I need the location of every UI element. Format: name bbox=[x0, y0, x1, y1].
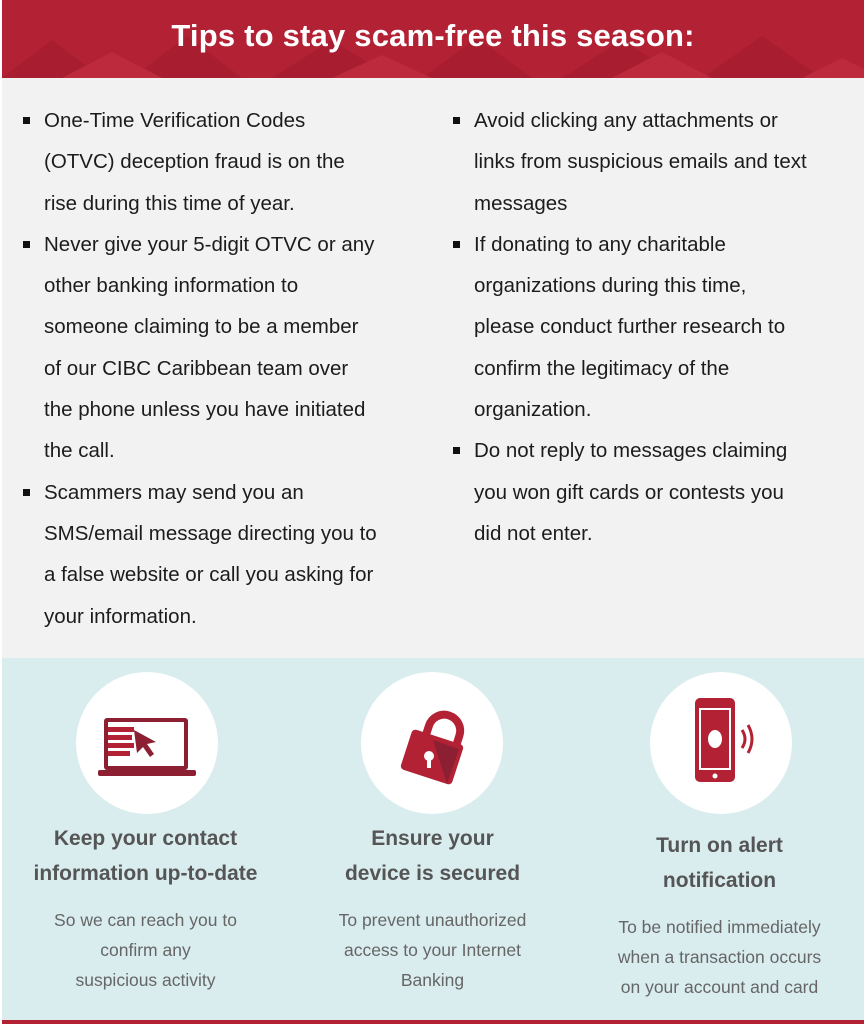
tip-line: Do not reply to messages claiming bbox=[474, 439, 788, 463]
tip-item bbox=[20, 224, 430, 472]
bullet-icon bbox=[453, 117, 460, 124]
tip-line: someone claiming to be a member bbox=[44, 315, 359, 339]
tip-line: (OTVC) deception fraud is on the bbox=[44, 150, 345, 174]
tip-item bbox=[450, 100, 864, 224]
feature-title-line: device is secured bbox=[344, 861, 521, 885]
feature-desc-line: suspicious activity bbox=[75, 970, 216, 990]
phone-alert-icon bbox=[650, 672, 792, 814]
tip-item bbox=[20, 472, 430, 637]
tip-line: the phone unless you have initiated bbox=[44, 398, 366, 422]
feature-desc-line: access to your Internet bbox=[343, 940, 522, 960]
tip-line: organizations during this time, bbox=[474, 274, 747, 298]
feature-description bbox=[2, 905, 289, 995]
feature-title-line: notification bbox=[662, 868, 777, 892]
tip-line: confirm the legitimacy of the bbox=[474, 356, 730, 380]
tip-line: please conduct further research to bbox=[474, 315, 786, 339]
tip-line: did not enter. bbox=[474, 521, 593, 545]
feature-desc-line: when a transaction occurs bbox=[617, 947, 822, 967]
tip-line: you won gift cards or contests you bbox=[474, 480, 784, 504]
feature-desc-line: Banking bbox=[400, 970, 465, 990]
bullet-icon bbox=[23, 489, 30, 496]
feature-description bbox=[289, 905, 576, 995]
tip-line: rise during this time of year. bbox=[44, 191, 295, 215]
padlock-icon bbox=[361, 672, 503, 814]
tip-line: Never give your 5-digit OTVC or any bbox=[44, 232, 375, 256]
feature-title bbox=[289, 822, 576, 891]
feature-desc-line: So we can reach you to bbox=[54, 910, 237, 930]
feature-desc-line: To be notified immediately bbox=[618, 917, 821, 937]
tips-section bbox=[2, 78, 864, 658]
tip-line: of our CIBC Caribbean team over bbox=[44, 356, 349, 380]
feature-description bbox=[576, 912, 863, 1002]
tip-line: messages bbox=[474, 191, 568, 215]
feature-desc-line: on your account and card bbox=[620, 977, 819, 997]
feature-title-line: information up-to-date bbox=[33, 861, 258, 885]
feature-title bbox=[2, 822, 289, 891]
tip-line: the call. bbox=[44, 439, 115, 463]
features-section bbox=[2, 658, 864, 1020]
tip-line: If donating to any charitable bbox=[474, 232, 726, 256]
tip-line: Scammers may send you an bbox=[44, 480, 304, 504]
tip-item bbox=[450, 430, 864, 554]
feature-alert-notification bbox=[576, 658, 863, 1020]
tip-line: your information. bbox=[44, 604, 197, 628]
page-title: Tips to stay scam-free this season: bbox=[171, 18, 695, 53]
feature-desc-line: confirm any bbox=[100, 940, 191, 960]
tip-line: SMS/email message directing you to bbox=[44, 521, 377, 545]
tip-line: a false website or call you asking for bbox=[44, 563, 374, 587]
tips-column-right bbox=[450, 100, 864, 554]
tip-line: links from suspicious emails and text bbox=[474, 150, 807, 174]
feature-desc-line: To prevent unauthorized bbox=[338, 910, 527, 930]
bullet-icon bbox=[453, 241, 460, 248]
laptop-icon bbox=[76, 672, 218, 814]
feature-device-secured bbox=[289, 658, 576, 1020]
tip-item bbox=[20, 100, 430, 224]
tip-line: One-Time Verification Codes bbox=[44, 109, 306, 132]
bottom-border bbox=[2, 1020, 864, 1024]
tip-item bbox=[450, 224, 864, 430]
header-banner bbox=[2, 0, 864, 78]
feature-contact-info bbox=[2, 658, 289, 1020]
tip-line: other banking information to bbox=[44, 274, 299, 298]
bullet-icon bbox=[453, 447, 460, 454]
feature-title-line: Keep your contact bbox=[53, 827, 238, 850]
feature-title-line: Ensure your bbox=[371, 827, 494, 850]
bullet-icon bbox=[23, 241, 30, 248]
tip-line: organization. bbox=[474, 398, 592, 422]
tip-line: Avoid clicking any attachments or bbox=[474, 109, 778, 132]
feature-title bbox=[576, 829, 863, 898]
feature-title-line: Turn on alert bbox=[656, 834, 783, 857]
bullet-icon bbox=[23, 117, 30, 124]
tips-column-left bbox=[20, 100, 430, 637]
